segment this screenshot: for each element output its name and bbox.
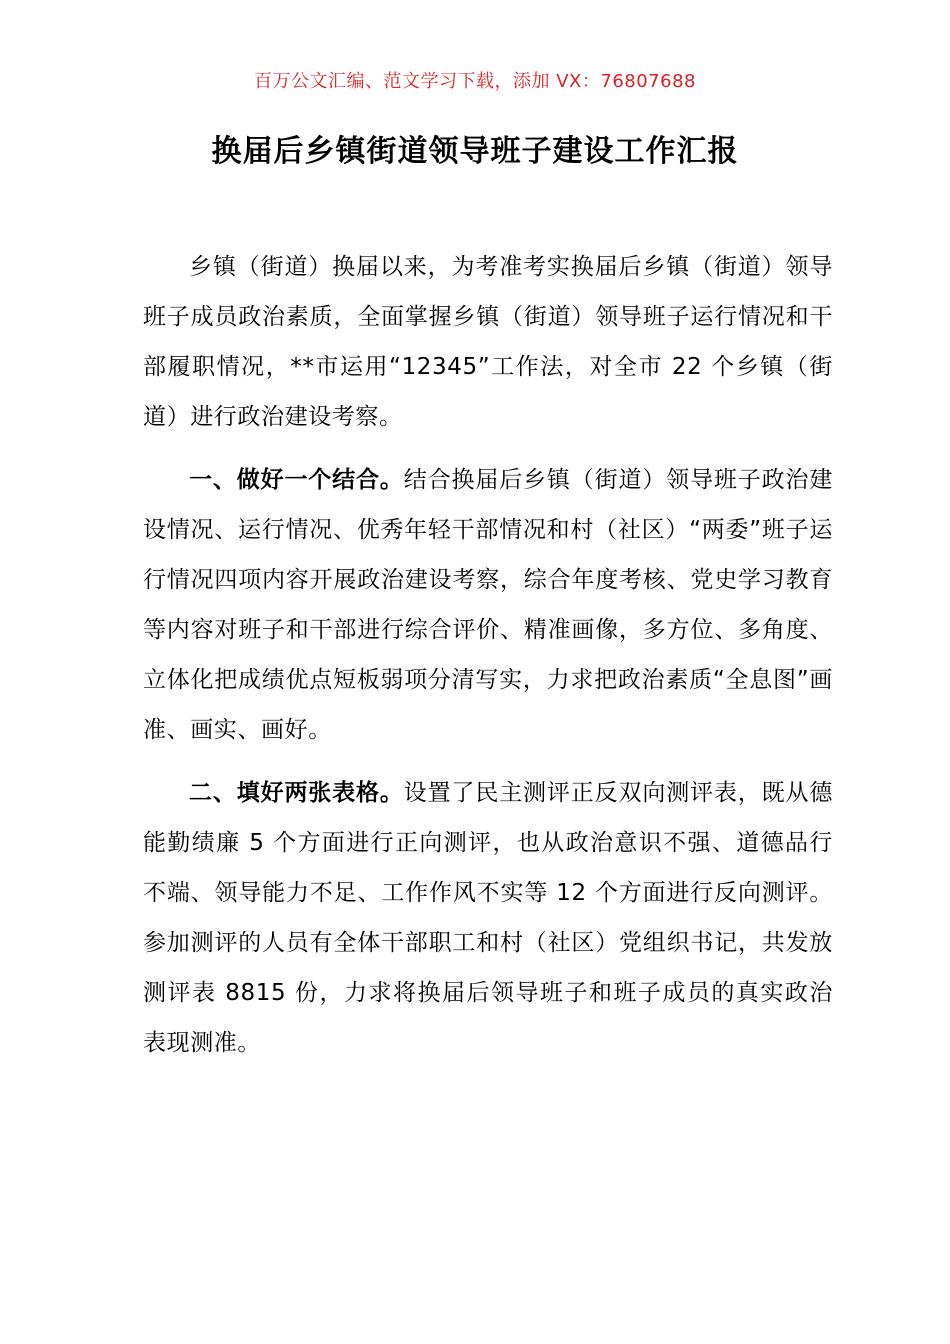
paragraph-text: 设置了民主测评正反双向测评表，既从德能勤绩廉 5 个方面进行正向测评，也从政治意识不强、道德品行不端、领导能力不足、工作作风不实等 12 个方面进行反向测评。参加测评的人员有全体干部职工和村（社区）党组织书记，共发放测评表 8815 份，力求将换届后领导班子和班子成员的真实政治表现测准。 [143, 780, 833, 1056]
paragraph-text: 结合换届后乡镇（街道）领导班子政治建设情况、运行情况、优秀年轻干部情况和村（社区）“两委”班子运行情况四项内容开展政治建设考察，综合年度考核、党史学习教育等内容对班子和干部进行综合评价、精准画像，多方位、多角度、立体化把成绩优点短板弱项分清写实，力求把政治素质“全息图”画准、画实、画好。 [143, 467, 833, 743]
document-title: 换届后乡镇街道领导班子建设工作汇报 [211, 134, 739, 169]
paragraph-text: 乡镇（街道）换届以来，为考准考实换届后乡镇（街道）领导班子成员政治素质，全面掌握乡镇（街道）领导班子运行情况和干部履职情况，**市运用“12345”工作法，对全市 22 个乡镇（街道）进行政治建设考察。 [143, 254, 833, 430]
paragraph-section-1 [143, 455, 833, 755]
section-heading: 二、填好两张表格。 [189, 780, 404, 806]
watermark-banner: 百万公文汇编、范文学习下载，添加 VX：76807688 [254, 71, 696, 92]
paragraph-section-2 [143, 768, 833, 1068]
document-body [143, 242, 833, 1081]
paragraph-intro [143, 242, 833, 442]
section-heading: 一、做好一个结合。 [189, 467, 404, 493]
